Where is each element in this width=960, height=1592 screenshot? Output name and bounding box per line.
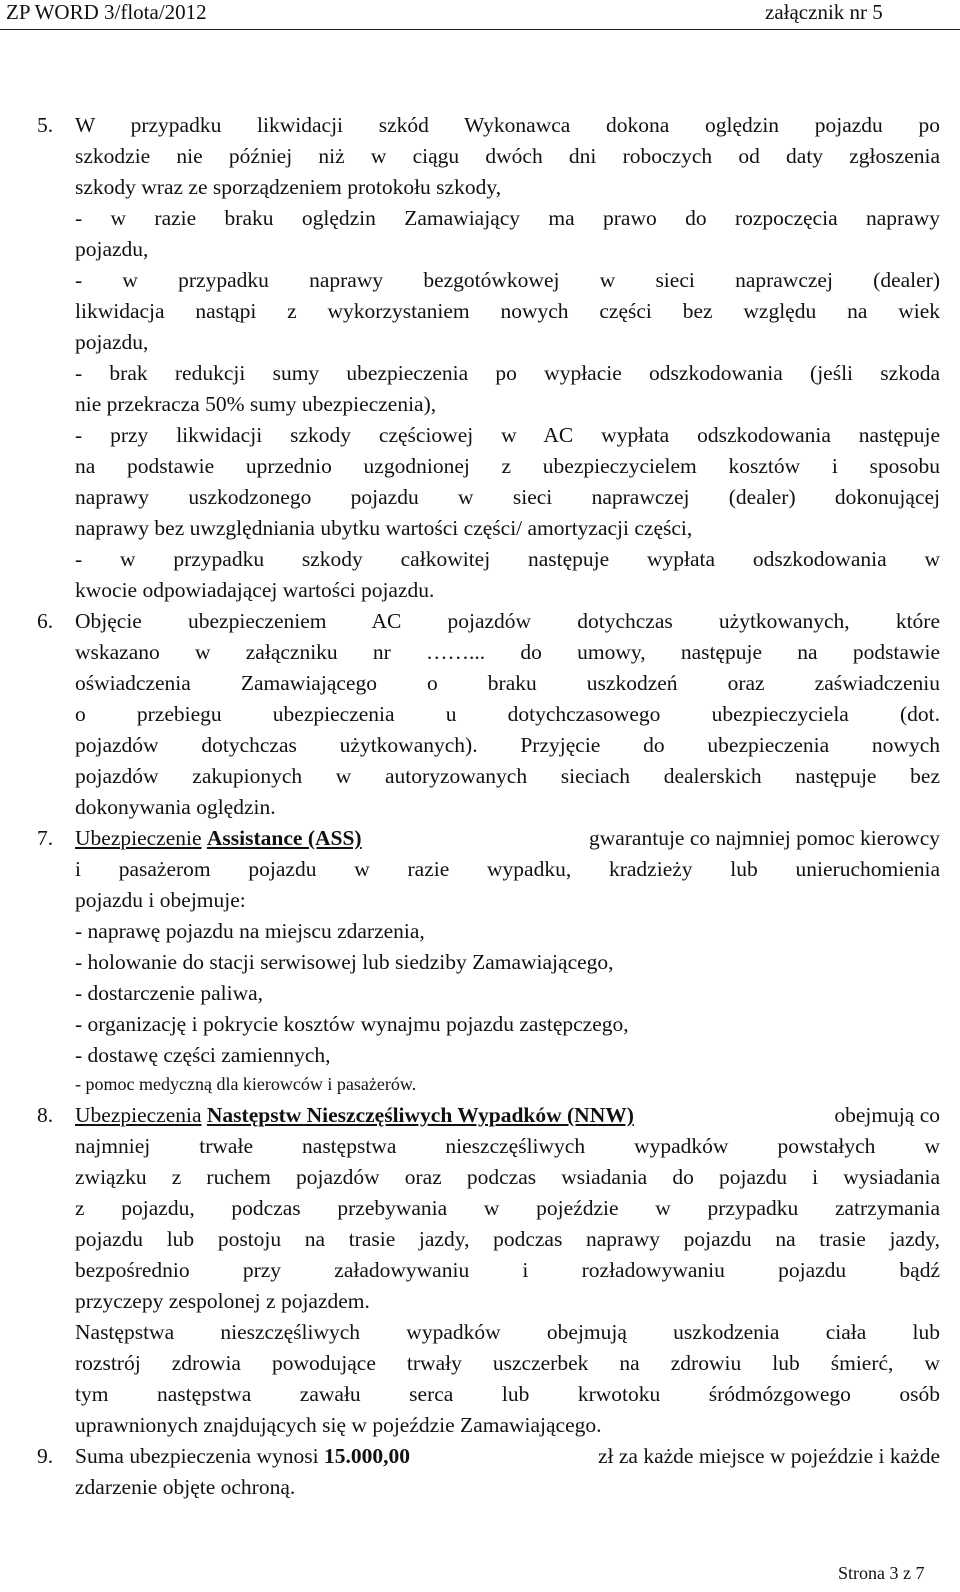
section-8-line: najmniej trwałe następstwa nieszczęśliwych wypadków powstałych w — [75, 1134, 940, 1158]
section-5-line: kwocie odpowiadającej wartości pojazdu. — [75, 578, 435, 602]
section-5-line: - przy likwidacji szkody częściowej w AC wypłata odszkodowania następuje — [75, 423, 940, 447]
section-6-line: oświadczenia Zamawiającego o braku uszkodzeń oraz zaświadczeniu — [75, 671, 940, 695]
section-8-line: związku z ruchem pojazdów oraz podczas wsiadania do pojazdu i wysiadania — [75, 1165, 940, 1189]
section-6-line: o przebiegu ubezpieczenia u dotychczasowego ubezpieczyciela (dot. — [75, 702, 940, 726]
section-5-line: szkody wraz ze sporządzeniem protokołu szkody, — [75, 175, 502, 199]
section-9-first-line — [75, 1443, 940, 1469]
section-7-line: i pasażerom pojazdu w razie wypadku, kradzieży lub unieruchomienia — [75, 857, 940, 881]
section-5-line: na podstawie uprzednio uzgodnionej z ubezpieczycielem kosztów i sposobu — [75, 454, 940, 478]
section-5-line: nie przekracza 50% sumy ubezpieczenia), — [75, 392, 437, 416]
section-5-line: naprawy bez uwzględniania ubytku wartości części/ amortyzacji części, — [75, 516, 693, 540]
section-5-line: W przypadku likwidacji szkód Wykonawca dokona oględzin pojazdu po — [75, 113, 940, 137]
section-5-line: - w razie braku oględzin Zamawiający ma prawo do rozpoczęcia naprawy — [75, 206, 940, 230]
section-5-line: szkodzie nie później niż w ciągu dwóch dni roboczych od daty zgłoszenia — [75, 144, 940, 168]
section-8-intro-rest: obejmują co — [834, 1103, 940, 1127]
section-9-number: 9. — [37, 1444, 54, 1468]
section-7-list-item: - naprawę pojazdu na miejscu zdarzenia, — [75, 919, 425, 943]
section-8-intro — [75, 1102, 634, 1128]
page-footer — [838, 1562, 925, 1584]
section-7-list-item: - dostawę części zamiennych, — [75, 1043, 331, 1067]
section-8-line: pojazdu lub postoju na trasie jazdy, podczas naprawy pojazdu na trasie jazdy, — [75, 1227, 940, 1251]
section-9-rest: zł za każde miejsce w pojeździe i każde — [597, 1444, 940, 1468]
footer-total-pages: 7 — [915, 1563, 925, 1583]
section-7-list-item: - holowanie do stacji serwisowej lub siedziby Zamawiającego, — [75, 950, 614, 974]
section-9-intro — [75, 1443, 410, 1469]
footer-middle: z — [898, 1563, 916, 1583]
section-5-line: pojazdu, — [75, 237, 149, 261]
section-7-list-item: - organizację i pokrycie kosztów wynajmu pojazdu zastępczego, — [75, 1012, 629, 1036]
section-7-list-item: - pomoc medyczną dla kierowców i pasażerów. — [75, 1074, 417, 1094]
section-8-line: rozstrój zdrowia powodujące trwały uszczerbek na zdrowiu lub śmierć, w — [75, 1351, 940, 1375]
section-8-line: z pojazdu, podczas przebywania w pojeździe w przypadku zatrzymania — [75, 1196, 940, 1220]
section-5-line: pojazdu, — [75, 330, 149, 354]
section-5-line: - w przypadku szkody całkowitej następuje wypłata odszkodowania w — [75, 547, 940, 571]
section-6-number: 6. — [37, 609, 54, 633]
section-6-line: dokonywania oględzin. — [75, 795, 276, 819]
footer-current-page: 3 — [889, 1563, 899, 1583]
section-7-assistance-term: Assistance (ASS) — [206, 826, 362, 850]
section-5-line: likwidacja nastąpi z wykorzystaniem nowych części bez względu na wiek — [75, 299, 940, 323]
footer-prefix: Strona — [838, 1563, 890, 1583]
section-6-line: pojazdów dotychczas użytkowanych). Przyjęcie do ubezpieczenia nowych — [75, 733, 940, 757]
section-8-term: Ubezpieczenia — [75, 1103, 202, 1127]
section-6-line: Objęcie ubezpieczeniem AC pojazdów dotychczas użytkowanych, które — [75, 609, 940, 633]
section-8-line: uprawnionych znajdujących się w pojeździe Zamawiającego. — [75, 1413, 602, 1437]
section-7-intro — [75, 825, 362, 851]
section-5-line: - brak redukcji sumy ubezpieczenia po wypłacie odszkodowania (jeśli szkoda — [75, 361, 940, 385]
section-9-amount: 15.000,00 — [323, 1444, 410, 1468]
section-5-line: naprawy uszkodzonego pojazdu w sieci naprawczej (dealer) dokonującej — [75, 485, 940, 509]
header-document-code: ZP WORD 3/flota/2012 — [6, 0, 207, 24]
section-9-text: Suma ubezpieczenia wynosi — [75, 1444, 319, 1468]
section-7-intro-rest: gwarantuje co najmniej pomoc kierowcy — [588, 826, 940, 850]
section-6-line: wskazano w załączniku nr ……... do umowy, następuje na podstawie — [75, 640, 940, 664]
section-7-number: 7. — [37, 826, 54, 850]
section-9-line: zdarzenie objęte ochroną. — [75, 1475, 296, 1499]
section-8-first-line — [75, 1102, 940, 1128]
section-5-line: - w przypadku naprawy bezgotówkowej w sieci naprawczej (dealer) — [75, 268, 940, 292]
section-7-list-item: - dostarczenie paliwa, — [75, 981, 264, 1005]
section-7-line: pojazdu i obejmuje: — [75, 888, 246, 912]
section-7-term: Ubezpieczenie — [75, 826, 202, 850]
section-8-number: 8. — [37, 1103, 54, 1127]
section-8-line: przyczepy zespolonej z pojazdem. — [75, 1289, 370, 1313]
section-6-line: pojazdów zakupionych w autoryzowanych sieciach dealerskich następuje bez — [75, 764, 940, 788]
header-attachment-number: załącznik nr 5 — [765, 0, 883, 24]
section-8-line: tym następstwa zawału serca lub krwotoku śródmózgowego osób — [75, 1382, 940, 1406]
section-8-line: bezpośrednio przy załadowywaniu i rozładowywaniu pojazdu bądź — [75, 1258, 940, 1282]
section-5-number: 5. — [37, 113, 54, 137]
section-8-line: Następstwa nieszczęśliwych wypadków obejmują uszkodzenia ciała lub — [75, 1320, 940, 1344]
section-7-first-line — [75, 825, 940, 851]
section-8-nnw-term: Następstw Nieszczęśliwych Wypadków (NNW) — [206, 1103, 634, 1127]
